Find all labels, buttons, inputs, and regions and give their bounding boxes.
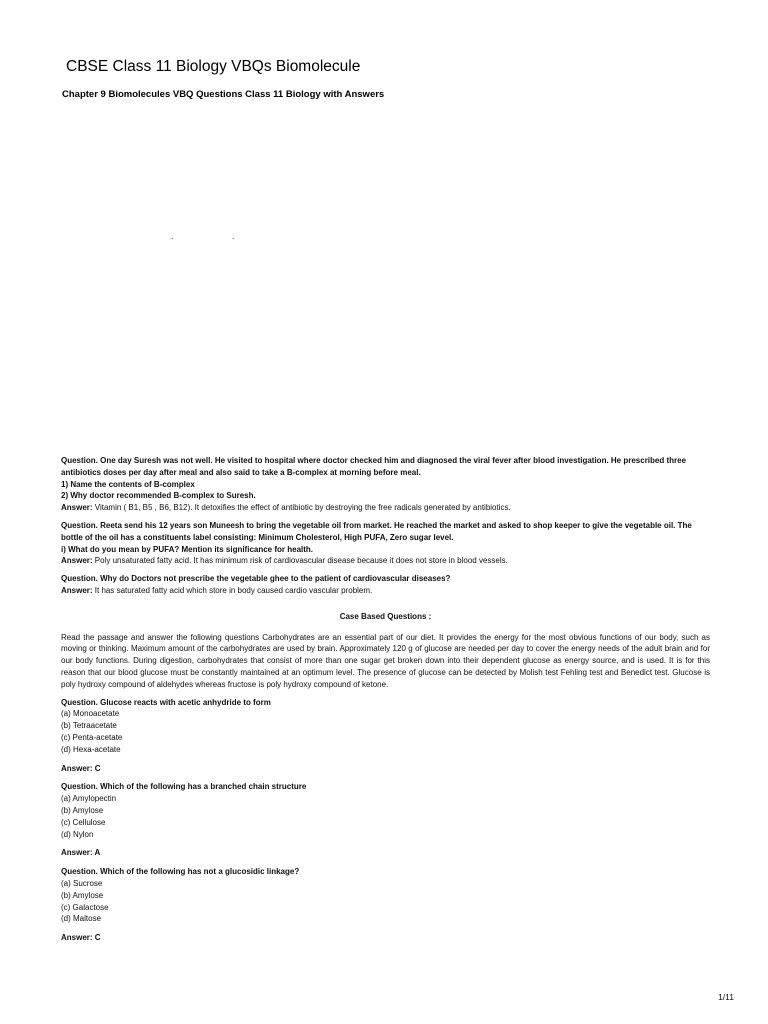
page-subtitle: Chapter 9 Biomolecules VBQ Questions Class 11 Biology with Answers xyxy=(62,89,385,100)
mcq-block xyxy=(61,866,710,944)
question-subpart: 2) Why doctor recommended B-complex to Suresh. xyxy=(61,491,256,501)
mcq-question: Question. Glucose reacts with acetic anhydride to form xyxy=(61,697,271,707)
question-label: Question. xyxy=(61,574,98,584)
mcq-option: (c) Penta-acetate xyxy=(61,732,123,742)
mcq-option: (a) Amylopectin xyxy=(61,794,117,804)
mcq-option: (b) Tetraacetate xyxy=(61,721,117,731)
vbq-question-block xyxy=(61,573,710,597)
mcq-answer: Answer: C xyxy=(61,763,101,773)
mcq-option: (d) Nylon xyxy=(61,829,94,839)
question-label: Question. xyxy=(61,520,98,530)
answer-text: It has saturated fatty acid which store in body caused cardio vascular problem. xyxy=(92,585,373,595)
question-paragraph xyxy=(61,573,710,585)
stray-dot: . xyxy=(171,231,174,241)
mcq-option: (a) Monoacetate xyxy=(61,709,120,719)
answer-label: Answer: xyxy=(61,503,93,513)
question-text: Reeta send his 12 years son Muneesh to bring the vegetable oil from market. He reached the market and asked to shop keeper to give the vegetable oil. The bottle of the oil has a constituents label consisting: Minimum Cholesterol, High PUFA, Zero sugar level. xyxy=(61,520,692,542)
question-label: Question. xyxy=(61,456,98,465)
question-text: Why do Doctors not prescribe the vegetable ghee to the patient of cardiovascular diseases? xyxy=(97,574,451,584)
answer-paragraph xyxy=(61,555,710,567)
vbq-question-block xyxy=(61,520,710,567)
answer-label: Answer: xyxy=(61,556,93,566)
mcq-option: (a) Sucrose xyxy=(61,878,103,888)
mcq-option: (d) Maltose xyxy=(61,914,102,924)
question-subpart: i) What do you mean by PUFA? Mention its significance for health. xyxy=(61,544,314,554)
case-passage: Read the passage and answer the following questions Carbohydrates are an essential part of our diet. It provides the energy for the most obvious functions of our body, such as moving or thinking. Maximum amount of the carbohydrates are used by brain. Approximately 120 g of glucose are needed per day to cover the energy needs of the adult brain and for our body functions. During digestion, carbohydrates that consist of more than one sugar get broken down into their dependent glucose as energy source, and is used. It is for this reason that our blood glucose must be constantly maintained at an optimum level. The presence of glucose can be detected by Molish test Fehling test and Benedict test. Glucose is poly hydroxy compound of aldehydes whereas fructose is poly hydroxy compound of ketone. xyxy=(61,632,710,689)
question-subpart: 1) Name the contents of B-complex xyxy=(61,479,195,489)
page-number: 1/11 xyxy=(718,992,734,1002)
answer-paragraph xyxy=(61,502,710,514)
mcq-option: (c) Galactose xyxy=(61,902,109,912)
mcq-option: (d) Hexa-acetate xyxy=(61,744,121,754)
mcq-option: (b) Amylose xyxy=(61,890,104,900)
mcq-question: Question. Which of the following has a branched chain structure xyxy=(61,782,307,792)
answer-paragraph xyxy=(61,585,710,597)
mcq-option: (c) Cellulose xyxy=(61,817,106,827)
mcq-block xyxy=(61,781,710,859)
vbq-question-block xyxy=(61,455,710,514)
question-text: One day Suresh was not well. He visited to hospital where doctor checked him and diagnosed the viral fever after blood investigation. He prescribed three antibiotics doses per day after meal and also said to take a B-complex at morning before meal. xyxy=(61,456,687,477)
mcq-question: Question. Which of the following has not a glucosidic linkage? xyxy=(61,867,300,877)
answer-label: Answer: xyxy=(61,585,93,595)
mcq-block xyxy=(61,697,710,775)
answer-text: Vitamin ( B1, B5 , B6, B12). It detoxifies the effect of antibiotic by destroying the free radicals generated by antibiotics. xyxy=(92,503,511,513)
stray-dot: . xyxy=(232,231,235,241)
question-paragraph xyxy=(61,520,710,544)
question-paragraph xyxy=(61,455,710,479)
page-title: CBSE Class 11 Biology VBQs Biomolecule xyxy=(66,58,361,75)
answer-text: Poly unsaturated fatty acid. It has minimum risk of cardiovascular disease because it does not store in blood vessels. xyxy=(92,556,508,566)
mcq-option: (b) Amylose xyxy=(61,805,104,815)
section-heading: Case Based Questions : xyxy=(339,611,432,621)
mcq-answer: Answer: C xyxy=(61,933,101,943)
mcq-answer: Answer: A xyxy=(61,848,101,858)
main-content xyxy=(61,455,710,951)
